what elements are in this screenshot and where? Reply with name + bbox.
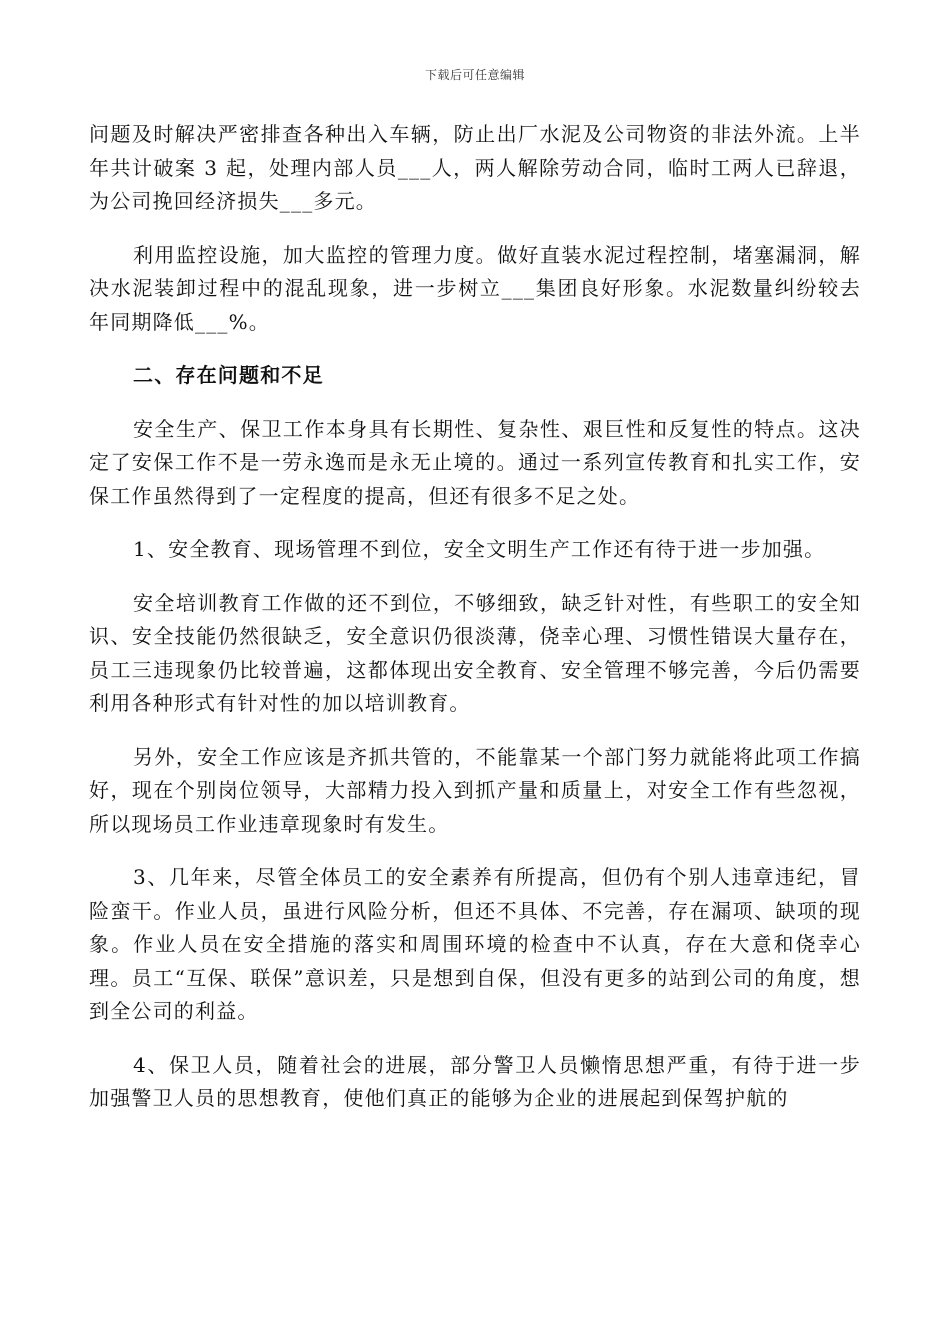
- paragraph-5: 安全培训教育工作做的还不到位，不够细致，缺乏针对性，有些职工的安全知识、安全技能仍然很缺乏，安全意识仍很淡薄，侥幸心理、习惯性错误大量存在，员工三违现象仍比较普遍，这都体现出安全教育、安全管理不够完善，今后仍需要利用各种形式有针对性的加以培训教育。: [89, 590, 861, 715]
- document-body: [89, 118, 861, 1136]
- paragraph-2: 利用监控设施，加大监控的管理力度。做好直装水泥过程控制，堵塞漏洞，解决水泥装卸过程中的混乱现象，进一步树立___集团良好形象。水泥数量纠纷较去年同期降低___%。: [89, 242, 861, 334]
- paragraph-4: 1、安全教育、现场管理不到位，安全文明生产工作还有待于进一步加强。: [133, 537, 826, 561]
- paragraph-8: 4、保卫人员，随着社会的进展，部分警卫人员懒惰思想严重，有待于进一步加强警卫人员的思想教育，使他们真正的能够为企业的进展起到保驾护航的: [89, 1052, 861, 1110]
- paragraph-3: 安全生产、保卫工作本身具有长期性、复杂性、艰巨性和反复性的特点。这决定了安保工作不是一劳永逸而是永无止境的。通过一系列宣传教育和扎实工作，安保工作虽然得到了一定程度的提高，但还有很多不足之处。: [89, 416, 861, 508]
- paragraph-7: 3、几年来，尽管全体员工的安全素养有所提高，但仍有个别人违章违纪，冒险蛮干。作业人员，虽进行风险分析，但还不具体、不完善，存在漏项、缺项的现象。作业人员在安全措施的落实和周围环境的检查中不认真，存在大意和侥幸心理。员工“互保、联保”意识差，只是想到自保，但没有更多的站到公司的角度，想到全公司的利益。: [89, 865, 861, 1023]
- paragraph-6: 另外，安全工作应该是齐抓共管的，不能靠某一个部门努力就能将此项工作搞好，现在个别岗位领导，大部精力投入到抓产量和质量上，对安全工作有些忽视，所以现场员工作业违章现象时有发生。: [89, 744, 861, 836]
- page-header: 下载后可任意编辑: [424, 68, 525, 82]
- section-heading: 二、存在问题和不足: [133, 363, 324, 387]
- paragraph-1: 问题及时解决严密排查各种出入车辆，防止出厂水泥及公司物资的非法外流。上半年共计破案 3 起，处理内部人员___人，两人解除劳动合同，临时工两人已辞退，为公司挽回经济损失___多元。: [89, 122, 861, 213]
